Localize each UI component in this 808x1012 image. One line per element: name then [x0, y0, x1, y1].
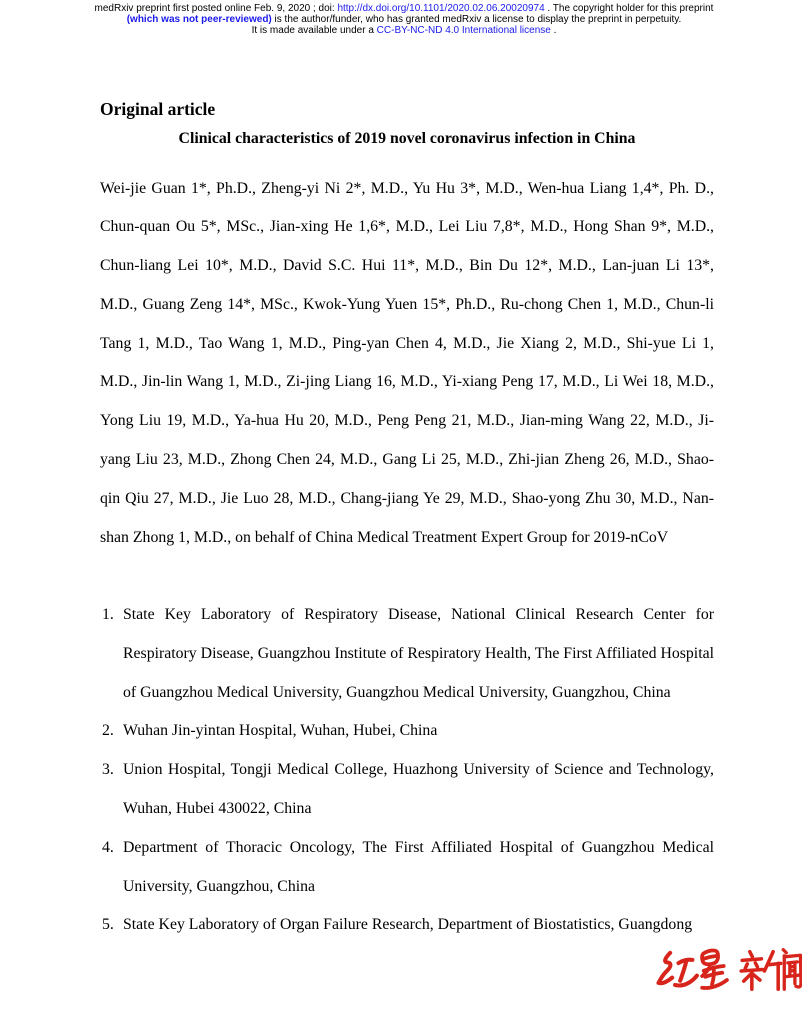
banner-line3-prefix: It is made available under a — [251, 25, 377, 36]
banner-line1-prefix: medRxiv preprint first posted online Feb. 9, 2020 ; doi: — [94, 3, 338, 14]
affiliation-text: Wuhan Jin-yintan Hospital, Wuhan, Hubei, China — [123, 722, 438, 740]
page-title: Clinical characteristics of 2019 novel coronavirus infection in China — [178, 130, 636, 147]
section-label: Original article — [100, 99, 216, 119]
affiliation-list — [100, 596, 714, 945]
affiliation-number: 5. — [102, 916, 114, 934]
affiliation-number: 1. — [102, 606, 114, 623]
author-list: Wei-jie Guan 1*, Ph.D., Zheng-yi Ni 2*, M.D., Yu Hu 3*, M.D., Wen-hua Liang 1,4*, Ph. D., Chun-quan Ou 5*, MSc., Jian-xing He 1,6*, M.D., Lei Liu 7,8*, M.D., Hong Shan 9*, M.D., Chun-liang Lei 10*, M.D., David S.C. Hui 11*, M.D., Bin Du 12*, M.D., Lan-juan Li 13*, M.D., Guang Zeng 14*, MSc., Kwok-Yung Yuen 15*, Ph.D., Ru-chong Chen 1, M.D., Chun-li Tang 1, M.D., Tao Wang 1, M.D., Ping-yan Chen 4, M.D., Jie Xiang 2, M.D., Shi-yue Li 1, M.D., Jin-lin Wang 1, M.D., Zi-jing Liang 16, M.D., Yi-xiang Peng 17, M.D., Li Wei 18, M.D., Yong Liu 19, M.D., Ya-hua Hu 20, M.D., Peng Peng 21, M.D., Jian-ming Wang 22, M.D., Ji-yang Liu 23, M.D., Zhong Chen 24, M.D., Gang Li 25, M.D., Zhi-jian Zheng 26, M.D., Shao-qin Qiu 27, M.D., Jie Luo 28, M.D., Chang-jiang Ye 29, M.D., Shao-yong Zhu 30, M.D., Nan-shan Zhong 1, M.D., on behalf of China Medical Treatment Expert Group for 2019-nCoV — [100, 179, 714, 546]
doi-link[interactable]: http://dx.doi.org/10.1101/2020.02.06.20020974 — [337, 3, 545, 14]
affiliation-text: State Key Laboratory of Respiratory Disease, National Clinical Research Center for Respiratory Disease, Guangzhou Institute of Respiratory Health, The First Affiliated Hospital of Guangzhou Medical University, Guangzhou Medical University, Guangzhou, China — [123, 606, 714, 701]
banner-line2-rest: is the author/funder, who has granted medRxiv a license to display the preprint in perpetuity. — [271, 14, 682, 25]
banner-line-3 — [0, 25, 808, 36]
banner-line-2 — [0, 14, 808, 25]
medrxiv-banner — [0, 3, 808, 36]
affiliation-number: 4. — [102, 838, 114, 856]
affiliation-item-3 — [100, 751, 714, 829]
license-link[interactable]: CC-BY-NC-ND 4.0 International license — [376, 25, 551, 36]
banner-line1-suffix: . The copyright holder for this preprint — [544, 3, 714, 14]
affiliation-item-4 — [100, 829, 714, 907]
banner-line3-suffix: . — [550, 25, 557, 36]
affiliation-text: Union Hospital, Tongji Medical College, Huazhong University of Science and Technology, Wuhan, Hubei 430022, China — [123, 761, 714, 817]
affiliation-number: 2. — [102, 722, 114, 740]
affiliation-number: 3. — [102, 761, 114, 779]
affiliation-item-5 — [100, 906, 714, 945]
affiliation-text: State Key Laboratory of Organ Failure Research, Department of Biostatistics, Guangdong — [123, 916, 693, 934]
not-peer-reviewed-note: (which was not peer-reviewed) — [126, 14, 272, 25]
affiliation-item-1 — [100, 596, 714, 712]
affiliation-text: Department of Thoracic Oncology, The First Affiliated Hospital of Guangzhou Medical University, Guangzhou, China — [123, 838, 714, 895]
red-star-news-logo-icon — [650, 944, 802, 998]
red-star-news-watermark — [650, 944, 802, 998]
banner-line-1 — [0, 3, 808, 14]
affiliation-item-2 — [100, 712, 714, 751]
